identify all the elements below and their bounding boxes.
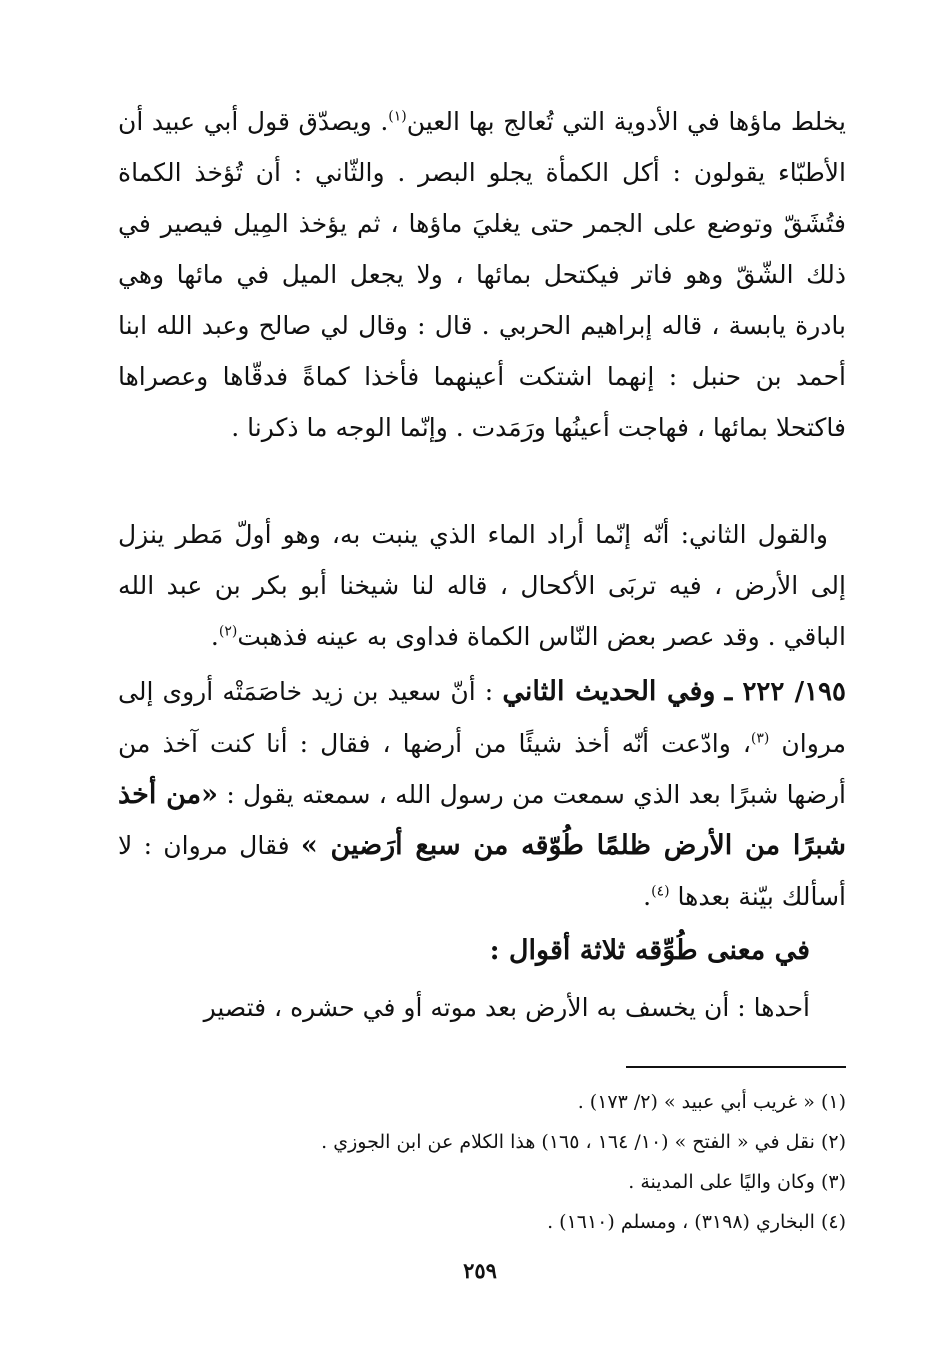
footnote-divider — [626, 1066, 846, 1068]
hadith-number: ١٩٥/ ٢٢٢ ـ — [724, 677, 846, 707]
footnote-ref-2: (٢) — [218, 623, 238, 640]
paragraph-text: والقول الثاني: أنّه إنّما أراد الماء الذي ينبت به، وهو أولّ مَطر ينزل إلى الأرض ، فيه تربَى الأكحال ، قاله لنا شيخنا أبو بكر بن عبد الله الباقي . وقد عصر بعض النّاس الكماة فداوى به عينه فذهبت — [118, 520, 846, 651]
footnote-2: (٢) نقل في « الفتح » (١٠/ ١٦٤ ، ١٦٥) هذا الكلام عن ابن الجوزي . — [321, 1131, 846, 1153]
footnote-ref-3: (٣) — [750, 730, 770, 747]
footnote-1: (١) « غريب أبي عبيد » (٢/ ١٧٣) . — [577, 1091, 846, 1113]
paragraph-text: فقال مروان : لا أسألك بيّنة بعدها — [118, 831, 846, 911]
footnote-4: (٤) البخاري (٣١٩٨) ، ومسلم (١٦١٠) . — [547, 1211, 846, 1233]
paragraph-hadith — [118, 666, 846, 922]
paragraph-text: . ويصدّق قول أبي عبيد أن الأطبّاء يقولون : أكل الكمأة يجلو البصر . والثّاني : أن تُؤخذ الكماة فتُشَقّ وتوضع على الجمر حتى يغليَ ماؤها ، ثم يؤخذ المِيل فيصير في ذلك الشّقّ وهو فاتر فيكتحل بمائها ، ولا يجعل الميل في مائها وهي بادرة يابسة ، قاله إبراهيم الحربي . قال : وقال لي صالح وعبد الله ابنا أحمد بن حنبل : إنهما اشتكت أعينهما فأخذا كماةً فدقّاها وعصراها فاكتحلا بمائها ، فهاجت أعينُها ورَمَدت . وإنّما الوجه ما ذكرنا . — [118, 107, 846, 442]
paragraph-second-opinion — [118, 509, 846, 662]
paragraph-text: . — [210, 622, 219, 651]
paragraph-first-opinion: أحدها : أن يخسف به الأرض بعد موته أو في حشره ، فتصير — [203, 993, 810, 1022]
paragraph-text: : أنّ سعيد بن زيد خاصَمَتْه أروى إلى مروان — [118, 677, 846, 758]
page-number: ٢٥٩ — [463, 1258, 497, 1283]
footnotes-list — [200, 1082, 846, 1242]
paragraph-three-opinions: في معنى طُوِّقه ثلاثة أقوال : — [489, 935, 810, 966]
paragraph-kamaa-remedy — [118, 96, 846, 453]
paragraph-text: ، وادّعت أنّه أخذ شيئًا من أرضها ، فقال : أنا كنت آخذ من أرضها شبرًا بعد الذي سمعت من رسول الله ، سمعته يقول : — [118, 729, 846, 809]
hadith-quote: «من أخذ شبرًا من الأرض ظلمًا طُوّقه من سبع أرَضين » — [118, 779, 846, 861]
footnote-ref-1: (١) — [388, 108, 407, 125]
paragraph-text: . — [643, 882, 652, 911]
footnote-3: (٣) وكان واليًا على المدينة . — [628, 1171, 846, 1193]
hadith-heading: وفي الحديث الثاني — [502, 676, 716, 707]
footnote-ref-4: (٤) — [651, 883, 670, 900]
paragraph-text: يخلط ماؤها في الأدوية التي تُعالج بها العين — [406, 107, 846, 136]
